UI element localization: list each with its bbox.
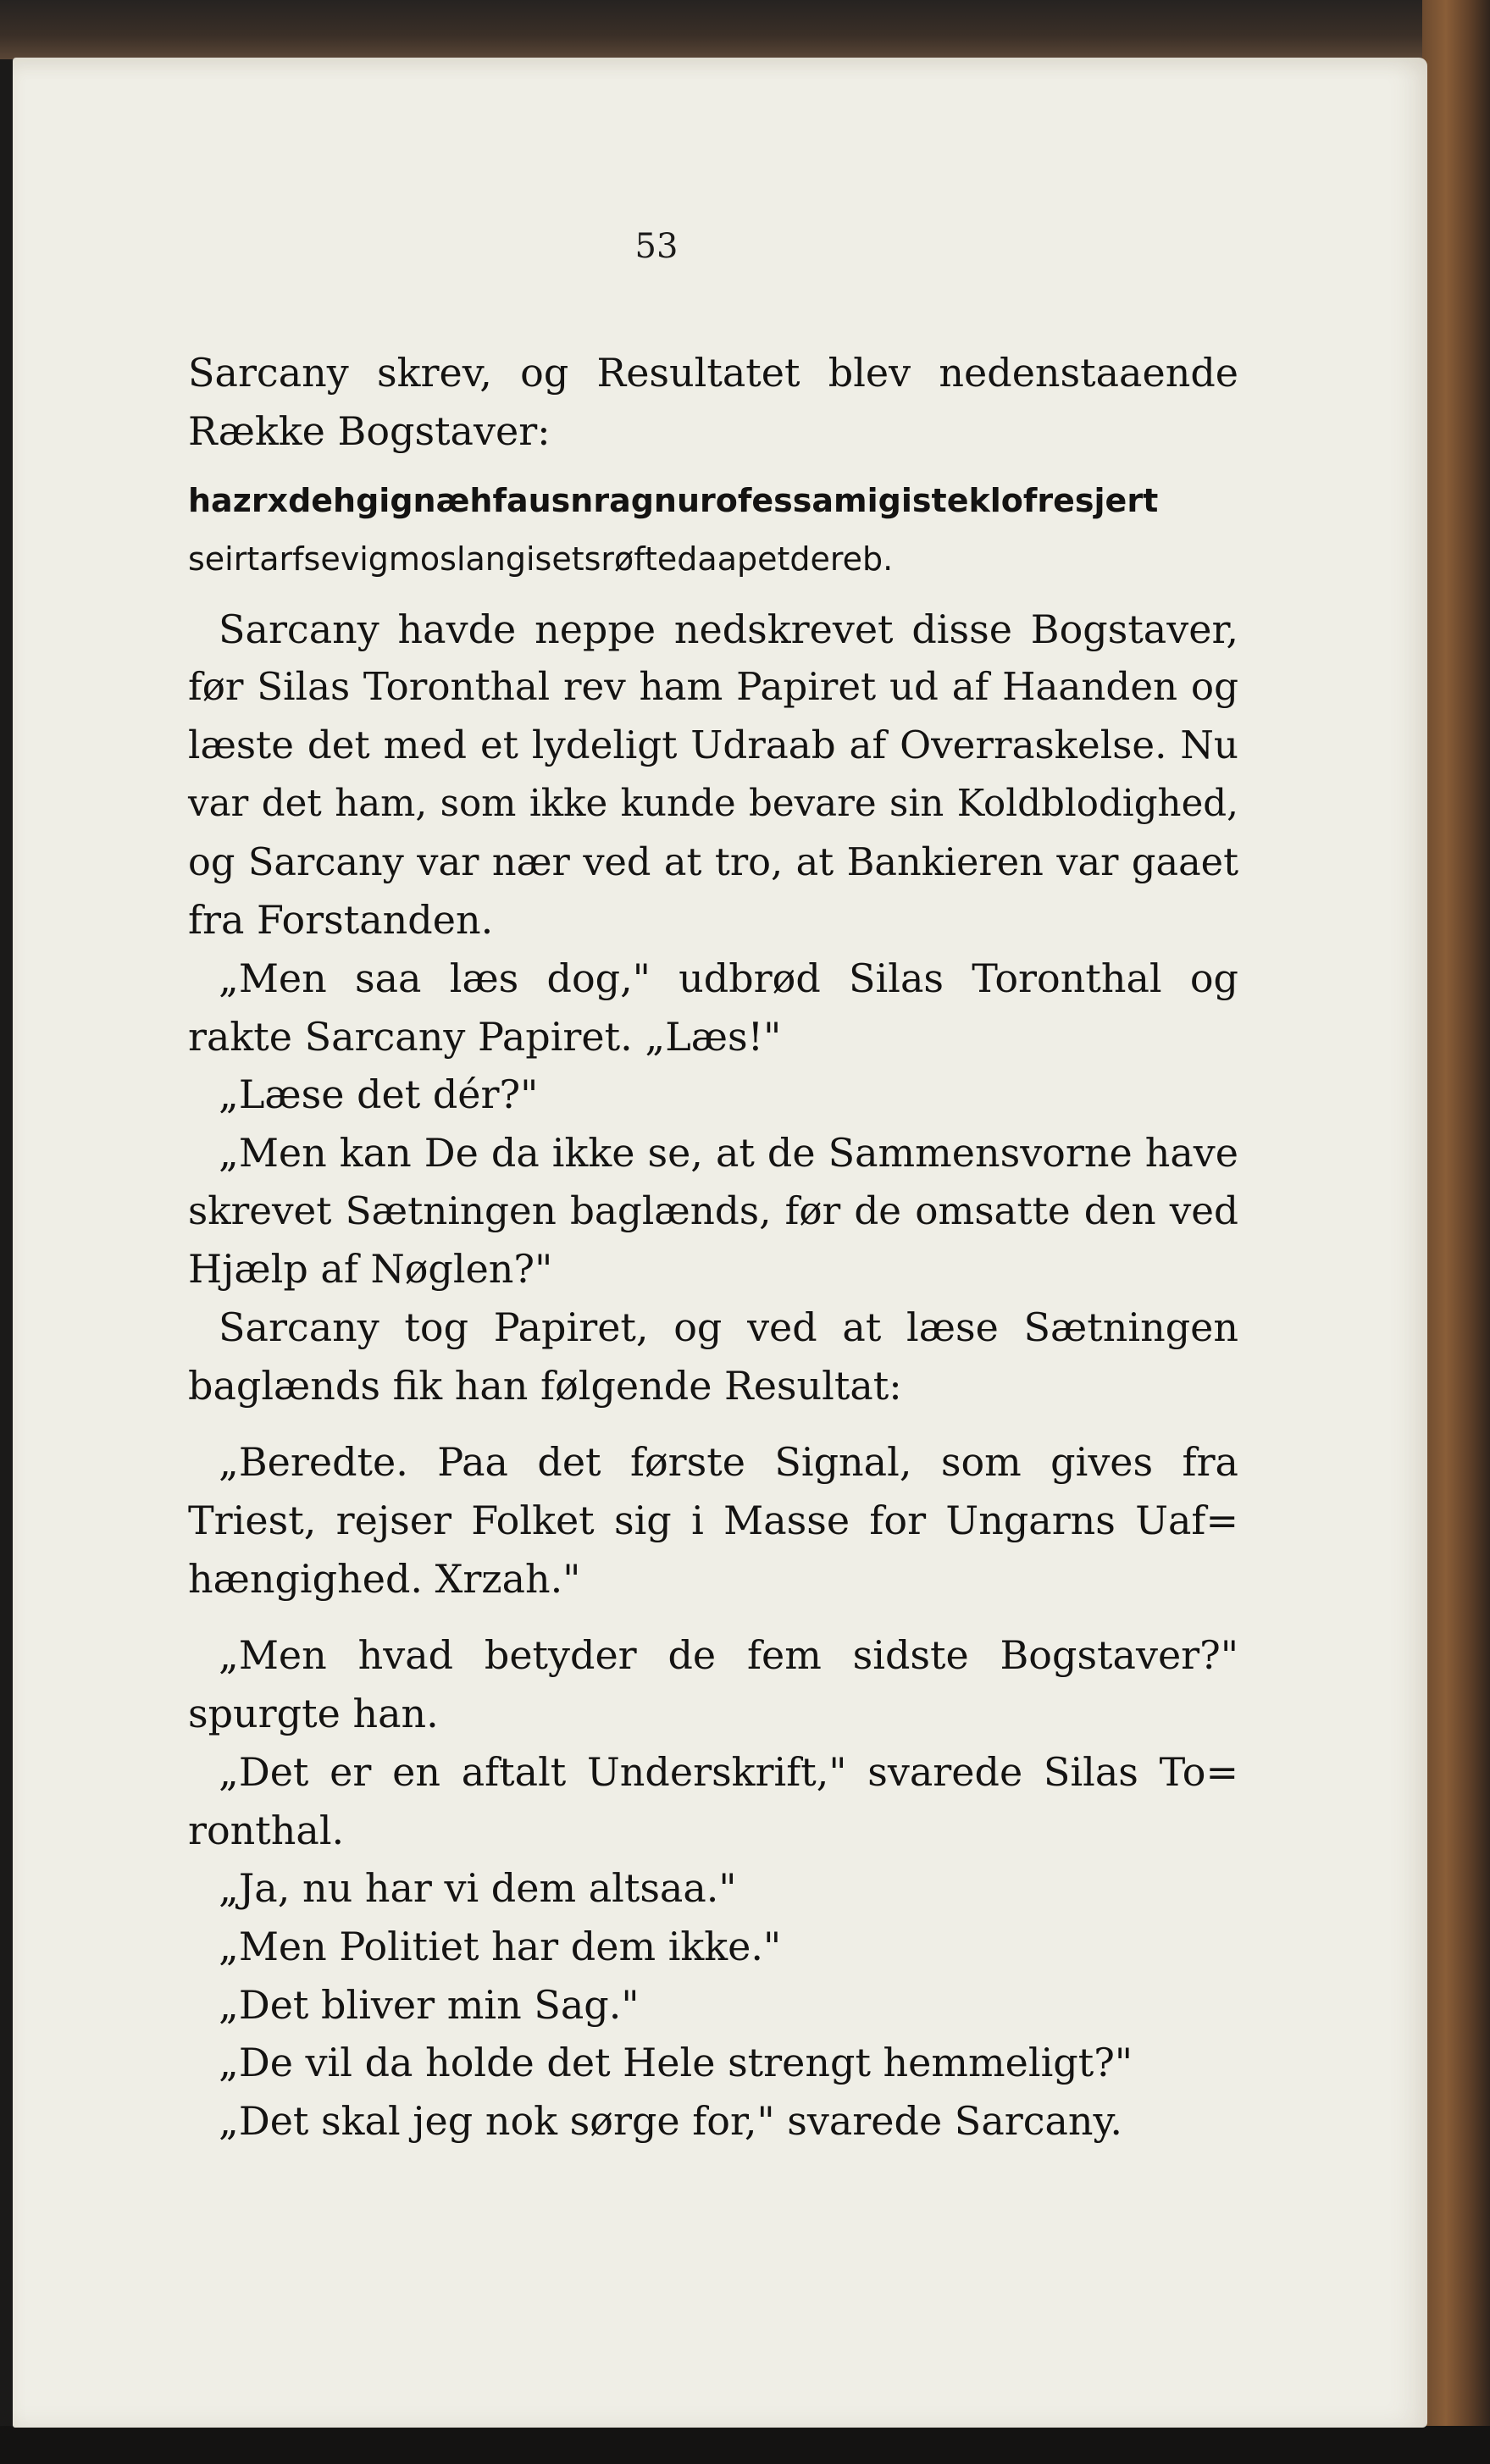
text-line: baglænds fik han følgende Resultat: [188,1362,902,1409]
text-line: Sarcany skrev, og Resultatet blev nedenstaaende [188,350,1238,396]
cipher-line: hazrxdehgignæhfausnragnurofessamigisteklofresjert [188,482,1159,520]
text-line: og Sarcany var nær ved at tro, at Bankieren var gaaet [188,839,1238,884]
text-line: Sarcany havde neppe nedskrevet disse Bogstaver, [219,606,1238,652]
text-line: „Beredte. Paa det første Signal, som gives fra [219,1439,1238,1486]
paragraph-gap [188,589,1238,601]
page-number: 53 [634,227,679,266]
text-line: Række Bogstaver: [188,407,551,454]
text-line: skrevet Sætningen baglænds, før de omsatte den ved [188,1188,1238,1233]
text-line: „Ja, nu har vi dem altsaa." [219,1865,737,1912]
cipher-line: seirtarfsevigmoslangisetsrøftedaapetdereb. [188,540,894,579]
text-line: fra Forstanden. [188,897,494,944]
text-line: læste det med et lydeligt Udraab af Overraskelse. Nu [188,723,1238,768]
page-text [188,344,1238,2151]
text-line: ronthal. [188,1807,345,1853]
text-line: før Silas Toronthal rev ham Papiret ud af Haanden og [188,664,1238,710]
text-line: „Det er en aftalt Underskrift," svarede Silas To= [219,1748,1238,1795]
text-line: hængighed. Xrzah." [188,1555,581,1602]
book-page [13,58,1427,2428]
paragraph-gap [188,460,1238,472]
text-line: Hjælp af Nøglen?" [188,1246,553,1293]
book-spine-edge [1422,0,1490,2464]
text-line: „Men saa læs dog," udbrød Silas Toronthal og [219,955,1238,1001]
text-line: „Det skal jeg nok sørge for," svarede Sarcany. [219,2097,1123,2144]
text-line: var det ham, som ikke kunde bevare sin Koldblodighed, [188,782,1238,825]
text-line: spurgte han. [188,1691,439,1737]
paragraph-gap [188,1415,1238,1433]
book-bottom-edge [0,2426,1490,2464]
text-line: Triest, rejser Folket sig i Masse for Ungarns Uaf= [188,1498,1238,1544]
text-line: „Men hvad betyder de fem sidste Bogstaver?" [219,1632,1238,1679]
text-line: „Det bliver min Sag." [219,1981,640,2028]
text-line: „De vil da holde det Hele strengt hemmeligt?" [219,2040,1133,2086]
text-line: „Men Politiet har dem ikke." [219,1923,782,1969]
text-line: rakte Sarcany Papiret. „Læs!" [188,1013,782,1060]
book-top-edge [0,0,1490,59]
paragraph-gap [188,1608,1238,1626]
text-line: „Læse det dér?" [219,1071,539,1118]
text-line: Sarcany tog Papiret, og ved at læse Sætningen [219,1304,1238,1350]
text-line: „Men kan De da ikke se, at de Sammensvorne have [219,1129,1238,1176]
